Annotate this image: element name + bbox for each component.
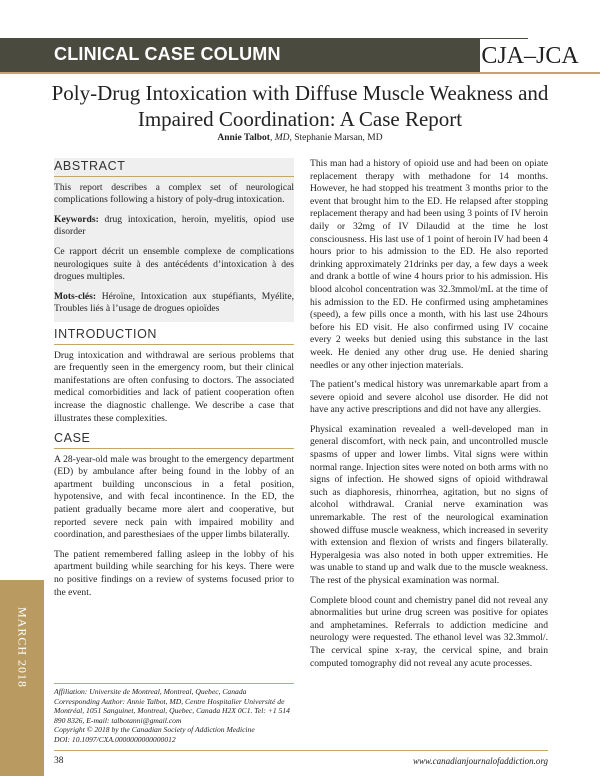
keywords [54,214,294,239]
author-1-name: Annie Talbot [217,133,270,143]
mots-cles-text: Héroïne, Intoxication aux stupéfiants, Myélite, Troubles liés à l’usage de drogues opioïdes [54,290,294,315]
affiliation-block [54,683,294,745]
mots-cles-label: Mots-clés: [54,290,97,302]
introduction-paragraph: Drug intoxication and withdrawal are serious problems that are frequently seen in the emergency room, but their clinical manifestations are often confusing to doctors. The associated medical comorbidities and lack of patient cooperation often increase the diagnostic challenge. We describe a case that illustrates these complexities. [54,349,294,424]
header-rule [0,72,600,74]
case-paragraph-2: The patient remembered falling asleep in the lobby of his apartment building while searching for his keys. There were no positive findings on a review of systems focused prior to the event. [54,548,294,598]
side-date [0,590,44,710]
page-number: 38 [54,756,64,766]
introduction-heading: INTRODUCTION [54,328,294,345]
journal-url[interactable]: www.canadianjournalofaddiction.org [412,756,548,766]
journal-logo-text: CJA–JCA [481,43,579,69]
right-paragraph-3: Physical examination revealed a well-developed man in general discomfort, with neck pain, and uncontrolled muscle spasms of upper and lower limbs. Vital signs were within normal range. Injection sites were noted on both arms with no signs of infection. He showed signs of opioid withdrawal such as diaphoresis, rhinorrhea, agitation, but no signs of alcohol withdrawal. Cranial nerve examination was unremarkable. The rest of the neurological examination showed diffuse muscle weakness, which increased in severity with extension and flexion of wrists and fingers bilaterally. Hyperalgesia was also noted in both upper extremities. He was unable to stand up and walk due to the muscle weakness. The rest of the physical examination was normal. [310,423,548,586]
right-paragraph-4: Complete blood count and chemistry panel did not reveal any abnormalities but urine drug screen was positive for opiates and amphetamines. Referrals to addiction medicine and neurology were requested. The ethanol level was 32.3mmol/. The cervical spine x-ray, the cervical spine, and brain computed tomography did not reveal any acute processes. [310,594,548,669]
keywords-label: Keywords: [54,213,99,225]
side-date-text: MARCH 2018 [15,606,30,688]
copyright-line: Copyright © 2018 by the Canadian Society of Addiction Medicine [54,725,255,735]
right-paragraph-2: The patient’s medical history was unremarkable apart from a severe opioid and severe alcohol use disorder. He did not have any active prescriptions and did not have any allergies. [310,379,548,416]
right-column [310,158,548,677]
mots-cles [54,291,294,316]
keywords-text: drug intoxication, heroin, myelitis, opiod use disorder [54,213,294,238]
left-column [54,158,294,606]
right-paragraph-1: This man had a history of opioid use and had been on opiate replacement therapy with methadone for 14 months. However, he had stopped his treatment 3 months prior to the event that brought him to the ED. He relapsed after stopping replacement therapy and had been using 3 points of IV heroin daily or 32mg of IV Dilaudid at the time he lost consciousness. His last use of 1 point of heroin IV had been 4 hours prior to his admission to the ED. He also reported drinking approximately 21drinks per day, a few days a week and drank a bottle of wine 4 hours prior to his admission. His blood alcohol concentration was 32.3mmol/mL at the time of his admission to the ED. He confirmed using amphetamines (speed), a few pills once a month, with his last use 24hours before his ED visit. He also confirmed using IV cocaine every 2 weeks but denied using this substance in the last week. He denied any other drug use. He denied sharing needles or any other injection materials. [310,158,548,371]
abstract-text-fr: Ce rapport décrit un ensemble complexe de complications neurologiques suite à des antécédents d’intoxication à des drogues multiples. [54,245,294,283]
abstract-box [54,158,294,322]
abstract-heading: ABSTRACT [54,160,294,177]
affiliation-line: Affiliation: Universite de Montreal, Montreal, Quebec, Canada [54,687,247,696]
column-label: CLINICAL CASE COLUMN [54,44,281,64]
doi-line: DOI: 10.1097/CXA.0000000000000012 [54,734,176,744]
case-paragraph-1: A 28-year-old male was brought to the emergency department (ED) by ambulance after being found in the lobby of an apartment building unconscious in a fetal position, hypotensive, and with fecal incontinence. In the ED, the patient gradually became more alert and cooperative, but reported severe neck pain with impaired mobility and coordination, and paresthesiaes of the upper limbs bilaterally. [54,453,294,541]
footer-rule [54,750,548,751]
abstract-text-en: This report describes a complex set of neurological complications following a history of poly-drug intoxication. [54,181,294,206]
author-line [0,133,600,143]
author-2: Stephanie Marsan, MD [291,133,383,143]
corresponding-author: Corresponding Author: Annie Talbot, MD, Centre Hospitalier Université de Montréal, 1051 Sanguinet, Montreal, Quebec, Canada H2X 0C1. Tel: +1 514 890 8326, E-mail: talbotanni@gmail.com [54,696,290,725]
journal-logo [480,39,580,73]
case-heading: CASE [54,432,294,449]
column-header-band [0,38,528,72]
author-1-degree: , MD, [269,133,292,143]
article-title: Poly-Drug Intoxication with Diffuse Muscle Weakness and Impaired Coordination: A Case Report [51,81,549,131]
